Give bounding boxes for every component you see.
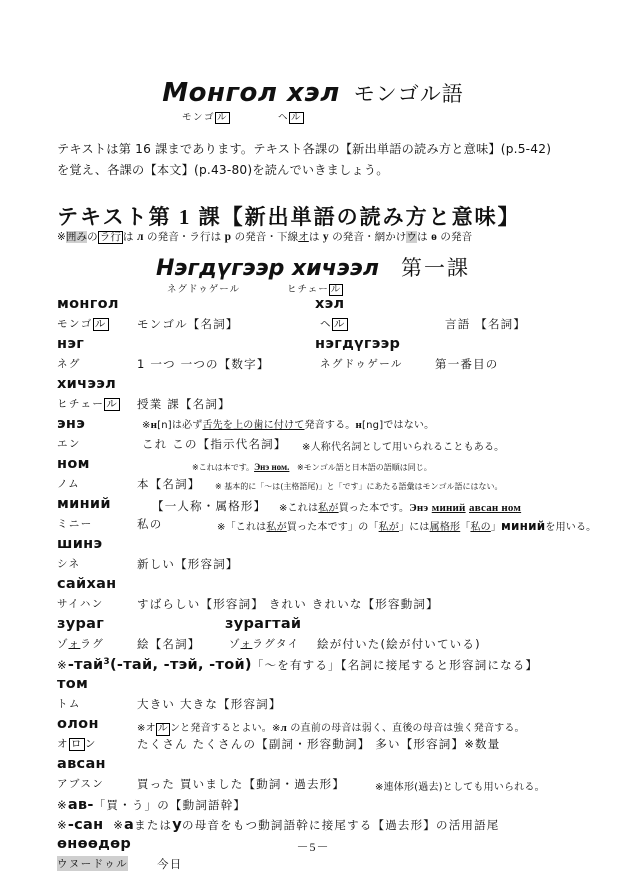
note-tai-cyr2: (-тай, -тэй, -той)	[109, 657, 252, 673]
title-ruby-right-text: ヘ	[278, 112, 290, 123]
note-olon-a: ※オ	[137, 723, 156, 734]
note-san-cyr: -сан	[67, 817, 104, 833]
headword-ene: энэ	[57, 416, 86, 432]
page-number: －5－	[296, 840, 330, 854]
gloss-shine: 新しい【形容詞】	[137, 557, 239, 571]
reading-monhgol-text: モンゴ	[57, 318, 93, 330]
legend-part-4: は	[308, 231, 320, 243]
legend-cyr-y: y	[322, 231, 329, 243]
legend-underlined-o: オ	[298, 231, 309, 243]
note-nom-grammar: ※ 基本的に「〜は(主格語尾)」と「です」にあたる語彙はモンゴル語にはない。	[215, 482, 503, 491]
reading-zurag-a: ゾ	[57, 638, 69, 650]
vocab-note-row	[57, 816, 587, 836]
note-san-mark2: ※	[113, 818, 125, 832]
reading-hicheel	[57, 396, 120, 411]
note-olon-b: ンと発音するとよい。※	[169, 723, 281, 734]
reading-tom: トム	[57, 698, 81, 710]
gloss-minii: 私の	[137, 517, 163, 531]
gloss-hicheel: 授業 課【名詞】	[137, 397, 231, 411]
document-title	[0, 78, 626, 108]
vocab-headword-row	[57, 756, 587, 776]
vocab-reading-row	[57, 596, 587, 616]
note-minii2-u2: 私が	[378, 522, 400, 533]
gloss-monhgol: モンゴル【名詞】	[137, 317, 239, 331]
headword-hicheel: хичээл	[57, 376, 117, 392]
reading-hel-text: ヘ	[320, 318, 332, 330]
reading-olon-b: ン	[84, 738, 97, 750]
note-nom-example	[192, 462, 432, 473]
vocab-headword-row	[57, 456, 587, 476]
headword-nom: ном	[57, 456, 90, 472]
vocab-headword-row	[57, 496, 587, 516]
vocab-entry-olon	[57, 716, 587, 756]
note-minii2-d: 「	[460, 522, 471, 533]
note-ene-pronunciation	[142, 416, 434, 431]
vocab-note-av	[57, 796, 587, 816]
note-tai-jp: 「〜を有する」【名詞に接尾すると形容詞になる】	[251, 658, 539, 672]
note-san-mark: ※	[57, 818, 68, 832]
note-av	[57, 797, 246, 813]
legend-cyr-p: p	[224, 231, 232, 243]
section-heading: テキスト第 1 課【新出単語の読み方と意味】	[57, 205, 521, 229]
note-san-jp2: の母音をもつ動詞語幹に接尾する【過去形】の活用語尾	[182, 818, 500, 832]
headword-onoodor: өнөөдөр	[57, 836, 132, 852]
lesson-ruby-right-boxed: ル	[330, 284, 342, 295]
vocab-headword-row	[57, 536, 587, 556]
note-ene-cyr-n2: н	[355, 419, 363, 431]
vocab-headword-row	[57, 296, 587, 316]
title-japanese: モンゴル語	[353, 82, 464, 106]
gloss-negdugeer: 第一番目の	[435, 357, 499, 371]
note-san	[57, 817, 500, 833]
vocab-note-san	[57, 816, 587, 836]
vocab-headword-row	[57, 336, 587, 356]
reading-saihan: サイハン	[57, 598, 104, 610]
note-minii-a: ※これは	[279, 503, 319, 514]
vocab-reading-row	[57, 556, 587, 576]
note-olon-cyr-l: л	[280, 722, 287, 734]
vocab-headword-row	[57, 416, 587, 436]
legend-cyr-l: л	[136, 231, 144, 243]
vocab-entry-ene	[57, 416, 587, 456]
vocab-reading-row	[57, 476, 587, 496]
reading-olon	[57, 736, 97, 751]
note-ene-underlined: 舌先を上の歯に付けて	[202, 420, 305, 431]
legend-cyr-oe: ө	[431, 231, 437, 243]
legend-shaded-u: ウ	[406, 231, 418, 243]
reading-zuragtai-b: ラグタイ	[252, 638, 300, 650]
vocab-reading-row	[57, 636, 587, 656]
vocab-entry-tom	[57, 676, 587, 716]
vocab-entry-hicheel	[57, 376, 587, 416]
reading-shine: シネ	[57, 558, 81, 570]
reading-zurag-b: ラグ	[80, 638, 105, 650]
headword-zurag: зураг	[57, 616, 105, 632]
vocab-entry-minii	[57, 496, 597, 536]
lesson-ruby-left: ネグドゥゲール	[167, 284, 241, 295]
headword-monhgol: монгол	[57, 296, 119, 312]
reading-minii: ミニー	[57, 518, 93, 530]
vocab-entry-nom	[57, 456, 587, 496]
note-minii2-u1: 私が	[266, 522, 287, 533]
note-tai-cyr: -тай	[67, 657, 104, 673]
note-minii2-e: 」	[490, 522, 502, 533]
note-minii-cyr-ene: Энэ	[409, 502, 429, 514]
note-tai-superscript: 3	[103, 657, 110, 668]
note-minii-underlined: 私が	[318, 503, 339, 514]
vocab-reading-row	[57, 516, 597, 536]
vocab-headword-row	[57, 676, 587, 696]
lesson-title	[0, 252, 626, 282]
note-avsan: ※連体形(過去)としても用いられる。	[375, 782, 545, 793]
vocab-headword-row	[57, 716, 587, 736]
reading-hicheel-boxed: ル	[106, 398, 119, 410]
note-olon-pronunciation	[137, 719, 525, 736]
legend-shaded-word: 囲み	[65, 231, 88, 243]
vocab-note-row	[57, 656, 587, 676]
note-san-cyr-a: а	[124, 817, 135, 833]
reading-zuragtai	[229, 636, 300, 651]
headword-hel: хэл	[315, 296, 345, 312]
note-olon-c: の直前の母音は弱く、直後の母音は強く発音する。	[290, 723, 525, 734]
note-tai	[57, 657, 538, 673]
gloss-nom: 本【名詞】	[137, 477, 201, 491]
headword-negdugeer: нэгдүгээр	[315, 336, 401, 352]
legend-part-3: の発音・下線	[234, 231, 299, 243]
lesson-ruby-right-text: ヒチェー	[287, 284, 329, 295]
title-ruby-left-boxed: ル	[217, 112, 229, 123]
vocab-reading-row	[57, 856, 587, 876]
vocab-reading-row	[57, 316, 587, 336]
intro-paragraph	[57, 139, 573, 181]
vocab-reading-row	[57, 356, 587, 376]
vocab-reading-row	[57, 696, 587, 716]
note-minii2-c: 」には	[399, 522, 430, 533]
tag-minii: 【一人称・属格形】	[152, 499, 267, 513]
headword-zuragtai: зурагтай	[225, 616, 302, 632]
title-ruby-left-text: モンゴ	[182, 112, 216, 123]
gloss-neg: 1 一つ 一つの【数字】	[137, 357, 270, 371]
note-ene-b: [n]は必ず	[157, 420, 203, 431]
reading-olon-a: オ	[57, 738, 69, 750]
headword-tom: том	[57, 676, 89, 692]
reading-nom: ノム	[57, 478, 81, 490]
headword-shine: шинэ	[57, 536, 103, 552]
reading-zurag-underlined: ォ	[68, 638, 81, 650]
vocab-entry-saihan	[57, 576, 587, 616]
reading-monhgol	[57, 316, 109, 331]
note-ene-cyr-n: н	[150, 419, 158, 431]
reading-zuragtai-a: ゾ	[229, 638, 241, 650]
reading-negdugeer: ネグドゥゲール	[320, 358, 403, 370]
lesson-title-japanese: 第一課	[400, 256, 470, 280]
legend-part-1: は	[122, 231, 134, 243]
legend-part-7: の発音	[440, 231, 473, 243]
gloss-onoodor: 今日	[157, 857, 183, 871]
vocab-reading-row	[57, 436, 587, 456]
reading-neg: ネグ	[57, 358, 81, 370]
note-san-cyr-u: у	[172, 817, 182, 833]
vocab-reading-row	[57, 396, 587, 416]
legend-boxed-ragyou: ラ行	[99, 231, 121, 243]
note-nom-a: ※これは本です。	[192, 463, 255, 472]
vocab-headword-row	[57, 616, 587, 636]
legend-part-6: は	[417, 231, 428, 243]
note-minii-cyr-minii: миний	[431, 502, 466, 514]
note-minii2-cyr: миний	[501, 519, 546, 533]
note-ene-mark: ※	[142, 420, 151, 431]
vocab-note-tai	[57, 656, 587, 676]
headword-olon: олон	[57, 716, 99, 732]
title-ruby-right	[278, 109, 304, 124]
vocab-entry-shine	[57, 536, 587, 576]
gloss-saihan: すばらしい【形容詞】 きれい きれいな【形容動詞】	[137, 597, 439, 611]
reading-hicheel-text: ヒチェー	[57, 398, 105, 410]
headword-avsan: авсан	[57, 756, 106, 772]
note-minii-example	[279, 499, 521, 514]
title-cyrillic: Монгол хэл	[162, 78, 340, 108]
note-minii-b: 買った本です。	[338, 503, 410, 514]
note-san-jp1: または	[134, 818, 173, 832]
headword-neg: нэг	[57, 336, 85, 352]
note-minii2-b: 買った本です」の「	[286, 522, 379, 533]
gloss-ene: これ この【指示代名詞】	[142, 437, 287, 451]
vocab-headword-row	[57, 376, 587, 396]
gloss-olon: たくさん たくさんの【副詞・形容動詞】 多い【形容詞】※数量	[137, 737, 501, 751]
headword-minii: миний	[57, 496, 111, 512]
reading-hel	[320, 316, 348, 331]
note-tai-mark: ※	[57, 658, 68, 672]
note-ene-usage: ※人称代名詞として用いられることもある。	[302, 442, 505, 453]
vocab-entry-monhgol-hel	[57, 296, 587, 336]
note-nom-cyr: Энэ ном.	[254, 462, 290, 472]
legend-part-2: の発音・ラ行は	[147, 231, 222, 243]
note-minii-cyr-avsan-nom: авсан ном	[469, 502, 522, 514]
vocab-entry-neg-negdugeer	[57, 336, 587, 376]
note-minii2-a: ※「これは	[217, 522, 267, 533]
reading-ene: エン	[57, 438, 81, 450]
lesson-ruby-right	[287, 281, 343, 296]
vocab-entry-zurag-zuragtai	[57, 616, 587, 656]
note-ene-d: [ng]ではない。	[362, 420, 435, 431]
note-ene-c: 発音する。	[304, 420, 356, 431]
gloss-tom: 大きい 大きな【形容詞】	[137, 697, 282, 711]
intro-line-1: テキストは第 16 課まであります。テキスト各課の【新出単語の読み方と意味】(p.5-42)	[57, 142, 552, 156]
headword-saihan: сайхан	[57, 576, 117, 592]
vocab-reading-row	[57, 736, 587, 756]
legend-prefix: ※	[57, 231, 66, 243]
note-av-mark: ※	[57, 798, 68, 812]
note-av-jp: 「買・う」の【動詞語幹】	[93, 798, 247, 812]
note-nom-b: ※モンゴル語と日本語の語順は同じ。	[297, 463, 432, 472]
note-minii2-u4: 私の	[470, 522, 491, 533]
reading-zurag	[57, 636, 104, 651]
intro-line-2: を覚え、各課の【本文】(p.43-80)を読んでいきましょう。	[57, 163, 389, 177]
legend-part-5: の発音・網かけ	[332, 231, 407, 243]
vocab-note-row	[57, 796, 587, 816]
reading-avsan: アブスン	[57, 778, 105, 790]
vocabulary-list	[57, 296, 597, 876]
reading-hel-boxed: ル	[333, 318, 346, 330]
note-olon-boxed: ル	[157, 723, 168, 734]
reading-monhgol-boxed: ル	[94, 318, 107, 330]
gloss-zurag: 絵【名詞】	[137, 637, 201, 651]
note-minii2-u3: 属格形	[429, 522, 461, 533]
note-minii2-f: を用いる。	[545, 522, 597, 533]
gloss-hel: 言語 【名詞】	[445, 317, 527, 331]
legend-after-shaded: の	[87, 231, 98, 243]
pronunciation-legend	[57, 229, 587, 244]
title-ruby-right-boxed: ル	[291, 112, 303, 123]
note-minii-usage	[217, 518, 596, 533]
reading-onoodor: ウヌードゥル	[57, 858, 129, 870]
gloss-avsan: 買った 買いました【動詞・過去形】	[137, 777, 346, 791]
reading-olon-boxed: ロ	[70, 738, 83, 750]
vocab-headword-row	[57, 576, 587, 596]
vocab-reading-row	[57, 776, 587, 796]
vocab-entry-avsan	[57, 756, 587, 796]
note-av-cyr: ав-	[67, 797, 94, 813]
reading-zuragtai-underlined: ォ	[240, 638, 253, 650]
gloss-zuragtai: 絵が付いた(絵が付いている)	[317, 637, 481, 651]
title-ruby-left	[182, 109, 230, 124]
lesson-title-cyrillic: Нэгдүгээр хичээл	[156, 256, 379, 281]
